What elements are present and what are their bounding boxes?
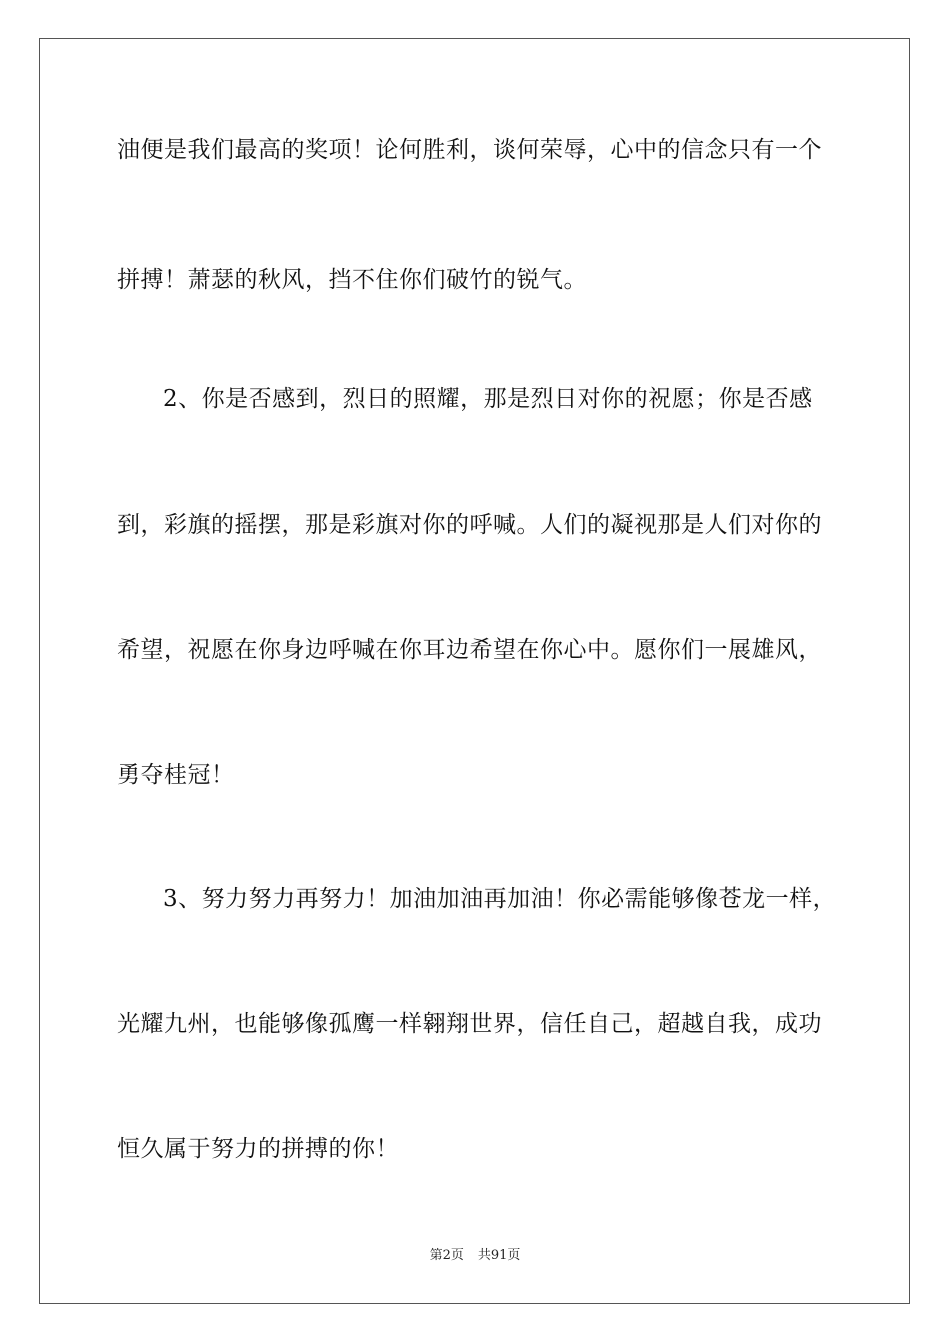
paragraph-line-8: 光耀九州，也能够像孤鹰一样翱翔世界，信任自己，超越自我，成功 <box>117 1011 822 1037</box>
page-number: 第2页 <box>429 1248 464 1263</box>
page-frame <box>39 38 910 1304</box>
total-pages: 共91页 <box>477 1248 521 1263</box>
paragraph-line-6: 勇夺桂冠！ <box>117 762 235 788</box>
paragraph-line-4: 到，彩旗的摇摆，那是彩旗对你的呼喊。人们的凝视那是人们对你的 <box>117 512 822 538</box>
paragraph-line-3: 2、你是否感到，烈日的照耀，那是烈日对你的祝愿；你是否感 <box>163 386 813 412</box>
paragraph-line-9: 恒久属于努力的拼搏的你！ <box>117 1136 399 1162</box>
page-footer <box>0 1247 950 1265</box>
paragraph-line-1: 油便是我们最高的奖项！论何胜利，谈何荣辱，心中的信念只有一个 <box>117 137 822 163</box>
paragraph-line-2: 拼搏！萧瑟的秋风，挡不住你们破竹的锐气。 <box>117 267 587 293</box>
paragraph-line-7: 3、努力努力再努力！加油加油再加油！你必需能够像苍龙一样， <box>163 886 837 912</box>
paragraph-line-5: 希望，祝愿在你身边呼喊在你耳边希望在你心中。愿你们一展雄风， <box>117 637 822 663</box>
